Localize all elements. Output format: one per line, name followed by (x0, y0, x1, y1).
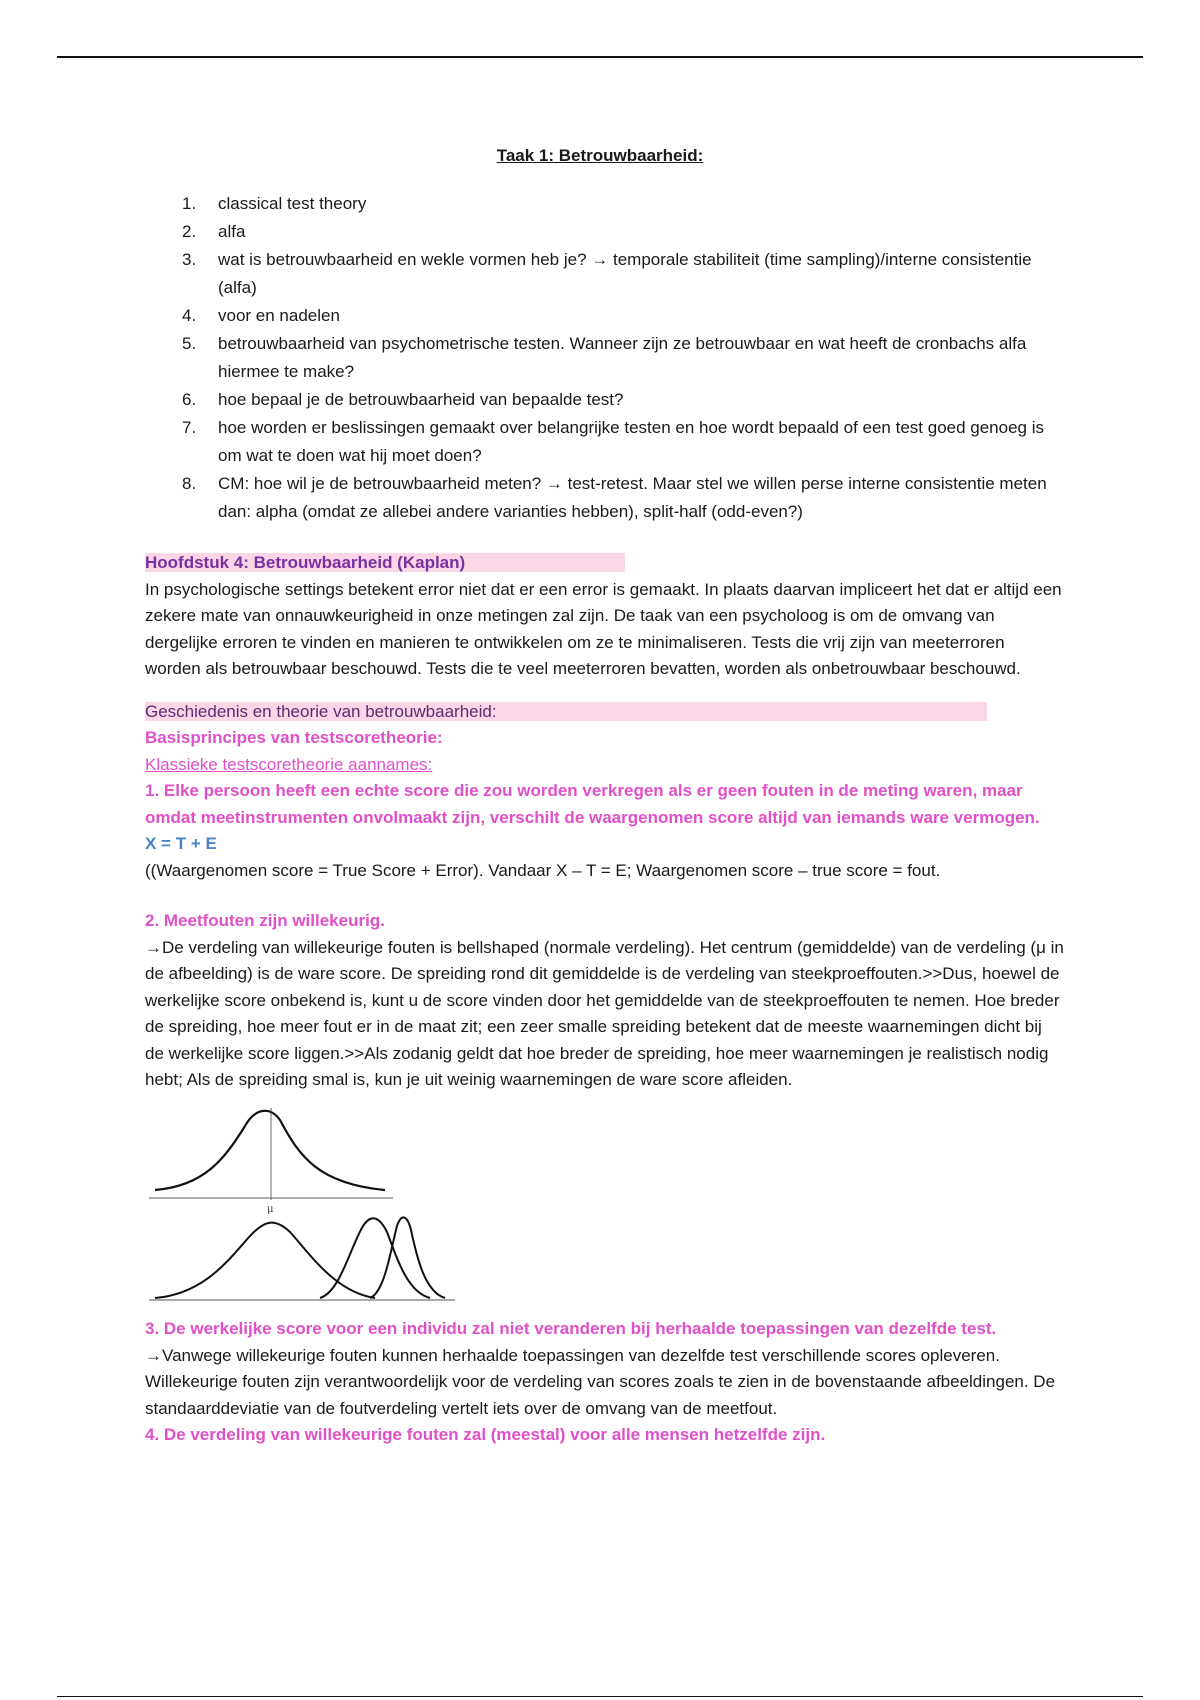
wide-curve (155, 1222, 375, 1297)
list-item: 3. wat is betrouwbaarheid en wekle vormen heb je? → temporale stabiliteit (time sampling)/interne consistentie (alfa) (182, 250, 1032, 297)
formula: X = T + E (145, 834, 217, 853)
normal-distribution-figure (145, 1098, 475, 1308)
formula-explanation: ((Waargenomen score = True Score + Error). Vandaar X – T = E; Waargenomen score – true score = fout. (145, 860, 941, 880)
assumptions-heading: Klassieke testscoretheorie aannames: (145, 754, 433, 774)
assumption-3: 3. De werkelijke score voor een individu zal niet veranderen bij herhaalde toepassingen van dezelfde test. (145, 1319, 997, 1338)
list-item: 8. CM: hoe wil je de betrouwbaarheid meten? → test-retest. Maar stel we willen perse interne consistentie meten dan: alpha (omdat ze allebei andere varianties hebben), split-half (odd-even?) (182, 474, 1047, 521)
assumption-2-text: →De verdeling van willekeurige fouten is bellshaped (normale verdeling). Het centrum (gemiddelde) van de verdeling (μ in de afbeelding) is de ware score. De spreiding rond dit gemiddelde is de verdeling van steekproeffouten.>>Dus, hoewel de werkelijke score onbekend is, kunt u de score vinden door het gemiddelde van de steekproeffouten te nemen. Hoe breder de spreiding, hoe meer fout er in de maat zit; een zeer smalle spreiding betekent dat de meeste waarnemingen dicht bij de werkelijke score liggen.>>Als zodanig geldt dat hoe breder de spreiding, hoe meer waarnemingen je realistisch nodig hebt; Als de spreiding smal is, kun je uit weinig waarnemingen de ware score afleiden. (145, 937, 1064, 1089)
page-title: Taak 1: Betrouwbaarheid: (496, 146, 704, 165)
list-item: 7. hoe worden er beslissingen gemaakt over belangrijke testen en hoe wordt bepaald of een test goed genoeg is om wat te doen wat hij moet doen? (182, 418, 1045, 465)
question-list (170, 190, 1060, 526)
assumption-2: 2. Meetfouten zijn willekeurig. (145, 911, 385, 930)
list-item: 4. voor en nadelen (182, 306, 340, 325)
list-item: 6. hoe bepaal je de betrouwbaarheid van bepaalde test? (182, 390, 624, 409)
bottom-rule (57, 1696, 1143, 1697)
assumption-3-text: →Vanwege willekeurige fouten kunnen herhaalde toepassingen van dezelfde test verschillende scores opleveren. Willekeurige fouten zijn verantwoordelijk voor de verdeling van scores zoals te zien in de bovenstaande afbeeldingen. De standaarddeviatie van de foutverdeling vertelt iets over de omvang van de meetfout. (145, 1345, 1056, 1418)
subheading: Basisprincipes van testscoretheorie: (145, 728, 443, 747)
history-heading: Geschiedenis en theorie van betrouwbaarheid: (145, 699, 1065, 726)
top-rule (57, 56, 1143, 58)
chapter-intro: In psychologische settings betekent error niet dat er een error is gemaakt. In plaats daarvan impliceert het dat er altijd een zekere mate van onnauwkeurigheid in onze metingen zal zijn. De taak van een psycholoog is om de omvang van dergelijke erroren te vinden en manieren te ontwikkelen om ze te minimaliseren. Tests die vrij zijn van meeterroren worden als betrouwbaar beschouwd. Tests die te veel meeterroren bevatten, worden als onbetrouwbaar beschouwd. (145, 579, 1062, 678)
mu-label: μ (267, 1203, 274, 1215)
list-item: 5. betrouwbaarheid van psychometrische testen. Wanneer zijn ze betrouwbaar en wat heeft de cronbachs alfa hiermee te make? (182, 334, 1027, 381)
chapter-heading: Hoofdstuk 4: Betrouwbaarheid (Kaplan) (145, 550, 1065, 577)
assumption-4: 4. De verdeling van willekeurige fouten zal (meestal) voor alle mensen hetzelfde zijn. (145, 1425, 826, 1444)
assumption-1: 1. Elke persoon heeft een echte score die zou worden verkregen als er geen fouten in de meting waren, maar omdat meetinstrumenten onvolmaakt zijn, verschilt de waargenomen score altijd van iemands ware vermogen. (145, 781, 1040, 827)
narrow-curve (370, 1217, 445, 1298)
bell-curve (155, 1110, 385, 1189)
list-item: 1. classical test theory (182, 194, 367, 213)
medium-curve (320, 1218, 430, 1298)
main-content (145, 550, 1065, 1449)
list-item: 2. alfa (182, 222, 246, 241)
